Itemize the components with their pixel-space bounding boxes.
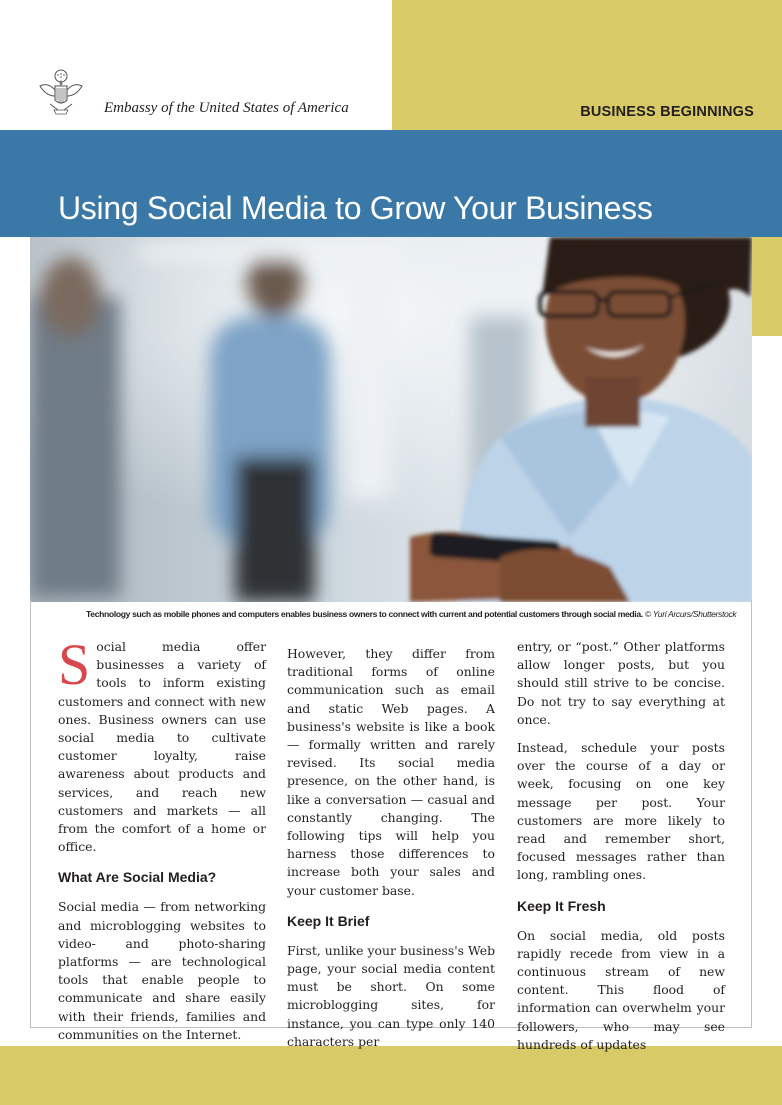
paragraph-instead: Instead, schedule your posts over the course of a day or week, focusing on one key message per post. Your customers are more likely to read and remember short, focused messages rather than long, rambling ones. [517, 740, 725, 883]
paragraph-what: Social media — from networking and microblogging websites to video- and photo-sharing platforms — are technological tools that enable people to communicate and share easily with their friends, families and communities on the Internet. [58, 899, 266, 1042]
paragraph-differ: However, they differ from traditional forms of online communication such as email and static Web pages. A business's website is like a book — formally written and rarely revised. Its social media presence, on the other hand, is like a conversation — casual and constantly changing. The following tips will help you harness those differences to increase both your sales and your customer base. [287, 646, 495, 898]
heading-what-are-social-media: What Are Social Media? [58, 869, 217, 886]
embassy-name: Embassy of the United States of America [104, 100, 349, 116]
side-accent-block [752, 236, 782, 336]
article-column-3 [517, 638, 725, 1064]
intro-paragraph [58, 632, 266, 856]
us-great-seal-icon [36, 66, 86, 118]
drop-cap: S [58, 632, 91, 697]
article-column-1 [58, 632, 266, 1054]
paragraph-fresh: On social media, old posts rapidly recede from view in a continuous stream of new content. This flood of information can overwhelm your followers, who may see hundreds of updates [517, 927, 725, 1052]
heading-keep-it-brief: Keep It Brief [287, 912, 370, 929]
caption-text: Technology such as mobile phones and computers enables business owners to connect with current and potential customers through social media. [86, 609, 643, 619]
intro-text: ocial media offer businesses a variety of tools to inform existing customers and connect with new ones. Business owners can use social media to cultivate customer loyalty, raise awareness about products and services, and reach new customers and markets — all from the comfort of a home or office. [58, 639, 266, 855]
hero-photo [30, 237, 752, 602]
paragraph-brief: First, unlike your business's Web page, your social media content must be short. On some microblogging sites, for instance, you can type only 140 characters per [287, 942, 495, 1049]
series-label: BUSINESS BEGINNINGS [580, 104, 754, 120]
photo-credit: © Yuri Arcurs/Shutterstock [644, 609, 737, 619]
page-title: Using Social Media to Grow Your Business [58, 190, 653, 226]
heading-keep-it-fresh: Keep It Fresh [517, 897, 606, 914]
paragraph-entry: entry, or “post.” Other platforms allow longer posts, but you should still strive to be concise. Do not try to say everything at once. [517, 639, 725, 727]
article-column-2 [287, 645, 495, 1061]
